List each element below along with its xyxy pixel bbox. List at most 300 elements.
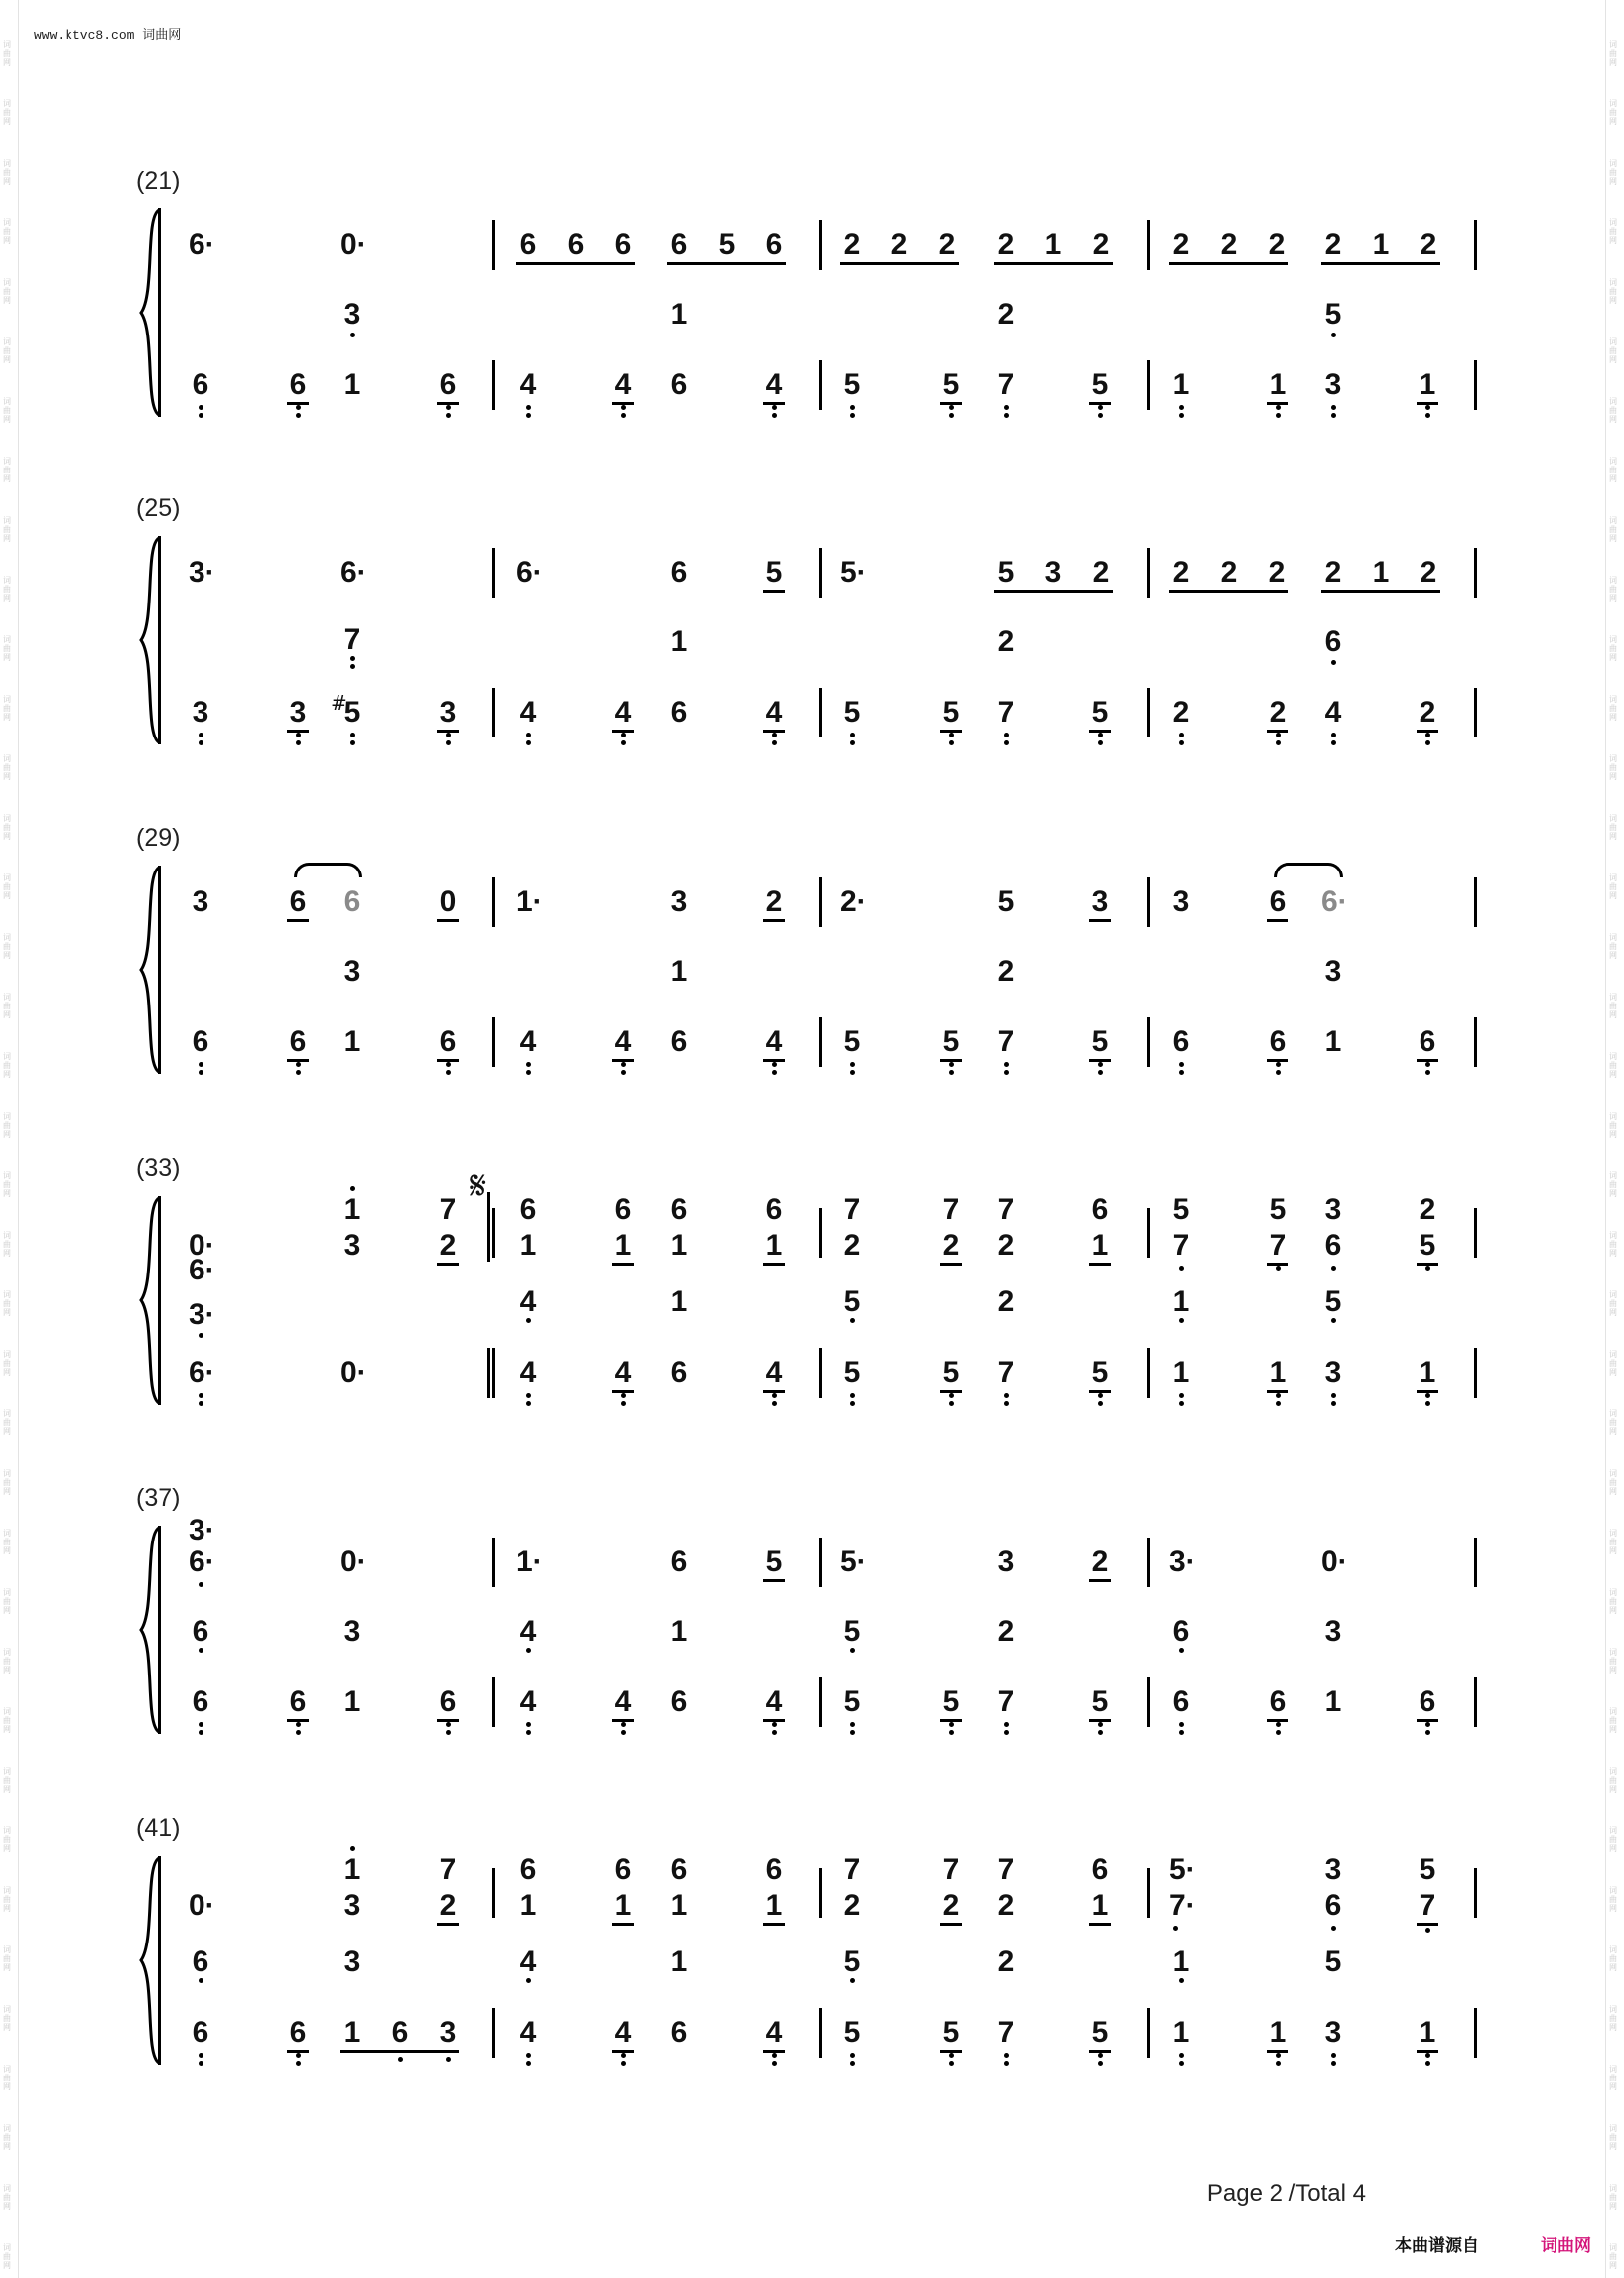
octave-dot	[1179, 1393, 1184, 1398]
page-number: Page 2 /Total 4	[1206, 2180, 1366, 2207]
octave-dot	[850, 1070, 855, 1075]
watermark-text: 词曲网	[3, 576, 11, 603]
beam-underline	[1267, 2050, 1288, 2053]
note: 5	[1091, 2016, 1109, 2049]
barline	[492, 1017, 495, 1067]
octave-dot	[1004, 405, 1009, 410]
note: 2	[1268, 556, 1286, 589]
octave-dot	[621, 1393, 626, 1398]
watermark-text: 词曲网	[1609, 1052, 1617, 1079]
octave-dot	[446, 405, 451, 410]
octave-dot	[1179, 1318, 1184, 1323]
beam-underline	[1417, 1390, 1438, 1393]
note: 4	[519, 696, 537, 729]
beam-underline	[437, 1263, 459, 1266]
note: 6	[289, 885, 307, 918]
note: 4	[614, 1025, 632, 1058]
note: 1	[1419, 2016, 1436, 2049]
octave-dot	[1276, 413, 1281, 418]
octave-dot	[350, 733, 355, 737]
beam-underline	[763, 1579, 785, 1582]
octave-dot	[1276, 1266, 1281, 1271]
system-brace	[135, 1526, 165, 1734]
note: 4	[1324, 696, 1342, 729]
octave-dot	[772, 1722, 777, 1727]
note: 7	[843, 1853, 861, 1886]
note: 2	[1419, 696, 1436, 729]
note: 5	[942, 1356, 960, 1389]
beam-underline	[763, 730, 785, 733]
watermark-text: 词曲网	[1609, 1350, 1617, 1377]
watermark-text: 词曲网	[3, 1469, 11, 1496]
note: 6	[670, 228, 688, 261]
barline	[1474, 220, 1477, 270]
note: 2	[1324, 228, 1342, 261]
note: 1	[1324, 1685, 1342, 1718]
beam-underline	[437, 730, 459, 733]
note: 6	[614, 228, 632, 261]
note: 6	[439, 1685, 457, 1718]
beam-underline	[612, 402, 634, 405]
octave-dot	[1098, 405, 1103, 410]
octave-dot	[446, 2057, 451, 2062]
watermark-text: 词曲网	[1609, 278, 1617, 305]
octave-dot	[398, 2057, 403, 2062]
note: 5	[843, 1285, 861, 1318]
octave-dot	[1425, 733, 1430, 737]
note: 6	[519, 228, 537, 261]
octave-dot	[1179, 1266, 1184, 1271]
beam-underline	[287, 730, 309, 733]
octave-dot	[199, 413, 203, 418]
note: 6	[765, 228, 783, 261]
note: 2	[439, 1889, 457, 1922]
note: 6	[1172, 1615, 1190, 1648]
tied-note: 6·	[1321, 885, 1348, 918]
note: 6·	[189, 1545, 215, 1578]
note: 7	[439, 1853, 457, 1886]
note: 1	[519, 1229, 537, 1262]
barline	[1147, 1868, 1150, 1918]
beam-underline	[1089, 730, 1111, 733]
note: 6	[670, 1545, 688, 1578]
note: 5	[843, 1025, 861, 1058]
barline	[1147, 2008, 1150, 2058]
beam-underline	[1089, 1390, 1111, 1393]
octave-dot	[1179, 2053, 1184, 2058]
octave-dot	[350, 333, 355, 337]
note: 6	[765, 1853, 783, 1886]
note: 6	[670, 1685, 688, 1718]
barline	[819, 1868, 822, 1918]
note: 6	[391, 2016, 409, 2049]
octave-dot	[199, 733, 203, 737]
octave-dot	[850, 1393, 855, 1398]
note: 1	[670, 955, 688, 988]
note: 7	[997, 1853, 1015, 1886]
note: 3	[289, 696, 307, 729]
note: 1	[1419, 1356, 1436, 1389]
note: 2	[890, 228, 908, 261]
octave-dot	[621, 2061, 626, 2066]
barline	[158, 208, 161, 417]
note: 4	[765, 696, 783, 729]
double-barline	[487, 1192, 490, 1262]
beam-underline	[1417, 1059, 1438, 1062]
octave-dot	[1179, 413, 1184, 418]
note: 1	[1172, 1945, 1190, 1978]
note: 4	[765, 1025, 783, 1058]
note: 5	[997, 885, 1015, 918]
octave-dot	[850, 1401, 855, 1406]
octave-dot	[1004, 1393, 1009, 1398]
watermark-text: 词曲网	[1609, 218, 1617, 245]
beam-underline	[1169, 590, 1288, 593]
octave-dot	[1276, 1062, 1281, 1067]
note: 6	[192, 1685, 209, 1718]
note: 0·	[340, 1356, 367, 1389]
barline	[158, 1856, 161, 2065]
octave-dot	[296, 413, 301, 418]
octave-dot	[850, 1318, 855, 1323]
octave-dot	[850, 405, 855, 410]
note: 3·	[189, 1514, 215, 1546]
octave-dot	[1425, 2061, 1430, 2066]
octave-dot	[949, 2061, 954, 2066]
barline	[1147, 1538, 1150, 1587]
barline	[158, 536, 161, 744]
octave-dot	[199, 1401, 203, 1406]
system-brace	[135, 536, 165, 744]
watermark-text: 词曲网	[1609, 933, 1617, 960]
note: 2	[1269, 696, 1286, 729]
octave-dot	[621, 1722, 626, 1727]
beam-underline	[612, 1059, 634, 1062]
beam-underline	[940, 730, 962, 733]
octave-dot	[1425, 1393, 1430, 1398]
octave-dot	[446, 733, 451, 737]
octave-dot	[446, 1062, 451, 1067]
octave-dot	[199, 740, 203, 745]
note: 2	[1324, 556, 1342, 589]
octave-dot	[850, 733, 855, 737]
note: 5	[765, 1545, 783, 1578]
barline	[1147, 360, 1150, 410]
barline	[1147, 1348, 1150, 1398]
octave-dot	[772, 1730, 777, 1735]
note: 2	[1420, 228, 1437, 261]
watermark-text: 词曲网	[1609, 635, 1617, 662]
octave-dot	[1331, 2053, 1336, 2058]
note: 1·	[516, 885, 543, 918]
watermark-text: 词曲网	[1609, 2184, 1617, 2211]
note: 6	[289, 1685, 307, 1718]
note: 3	[1324, 1193, 1342, 1226]
note: 2	[997, 1945, 1015, 1978]
octave-dot	[199, 405, 203, 410]
octave-dot	[446, 1730, 451, 1735]
note: 5	[942, 1685, 960, 1718]
note: 1	[343, 1685, 361, 1718]
note: 4	[614, 1685, 632, 1718]
octave-dot	[446, 1722, 451, 1727]
octave-dot	[772, 1401, 777, 1406]
octave-dot	[1331, 1393, 1336, 1398]
beam-underline	[287, 402, 309, 405]
note: 1	[670, 625, 688, 658]
octave-dot	[1004, 413, 1009, 418]
watermark-text: 词曲网	[1609, 1469, 1617, 1496]
system-brace	[135, 208, 165, 417]
octave-dot	[772, 2061, 777, 2066]
beam-underline	[287, 1719, 309, 1722]
watermark-text: 词曲网	[3, 516, 11, 543]
note: 2	[997, 1229, 1015, 1262]
watermark-text: 词曲网	[1609, 337, 1617, 364]
beam-underline	[763, 1719, 785, 1722]
octave-dot	[199, 1648, 203, 1653]
octave-dot	[526, 2053, 531, 2058]
note: 6	[192, 2016, 209, 2049]
octave-dot	[949, 1730, 954, 1735]
barline	[492, 1208, 495, 1258]
note: 6·	[189, 1254, 215, 1286]
octave-dot	[949, 1070, 954, 1075]
barline	[1474, 1348, 1477, 1398]
watermark-text: 词曲网	[3, 873, 11, 900]
octave-dot	[772, 1070, 777, 1075]
octave-dot	[1425, 1401, 1430, 1406]
note: 5	[942, 2016, 960, 2049]
octave-dot	[526, 405, 531, 410]
note: 2	[1420, 556, 1437, 589]
note: 1	[1324, 1025, 1342, 1058]
octave-dot	[850, 1722, 855, 1727]
octave-dot	[446, 1070, 451, 1075]
system-brace	[135, 866, 165, 1074]
note: 5	[1269, 1193, 1286, 1226]
note: 2	[1092, 228, 1110, 261]
watermark-text: 词曲网	[1609, 1886, 1617, 1913]
note: 7	[942, 1193, 960, 1226]
watermark-text: 词曲网	[1609, 2005, 1617, 2032]
note: 3	[439, 2016, 457, 2049]
octave-dot	[621, 1401, 626, 1406]
note: 3·	[189, 1298, 215, 1331]
note: 5	[1091, 1685, 1109, 1718]
note: 6	[289, 2016, 307, 2049]
beam-underline	[1267, 919, 1288, 922]
watermark-text: 词曲网	[3, 993, 11, 1019]
octave-dot	[949, 740, 954, 745]
note: 2	[938, 228, 956, 261]
note: 4	[519, 1285, 537, 1318]
barline	[819, 688, 822, 737]
octave-dot	[1098, 1401, 1103, 1406]
note: 2	[1172, 696, 1190, 729]
octave-dot	[1098, 740, 1103, 745]
note: 6·	[189, 228, 215, 261]
watermark-text: 词曲网	[3, 457, 11, 483]
octave-dot	[949, 1393, 954, 1398]
beam-underline	[1417, 1719, 1438, 1722]
watermark-text: 词曲网	[3, 1231, 11, 1258]
octave-dot	[1179, 1070, 1184, 1075]
watermark-text: 词曲网	[1609, 40, 1617, 67]
octave-dot	[350, 740, 355, 745]
note: 4	[614, 2016, 632, 2049]
note: 1	[1172, 1356, 1190, 1389]
octave-dot	[526, 1978, 531, 1983]
note: 4	[519, 1685, 537, 1718]
barline	[158, 1526, 161, 1734]
watermark-text: 词曲网	[1609, 457, 1617, 483]
note: 5	[997, 556, 1015, 589]
octave-dot	[199, 1730, 203, 1735]
octave-dot	[350, 664, 355, 669]
note: 0·	[340, 228, 367, 261]
beam-underline	[437, 1719, 459, 1722]
watermark-text: 词曲网	[1609, 2065, 1617, 2091]
tie-arc	[294, 863, 362, 877]
note: 1	[670, 1229, 688, 1262]
note: 3	[1091, 885, 1109, 918]
watermark-text: 词曲网	[1609, 1231, 1617, 1258]
beam-underline	[1267, 1390, 1288, 1393]
note: 7	[997, 368, 1015, 401]
beam-underline	[1089, 1579, 1111, 1582]
note: 2	[997, 1615, 1015, 1648]
watermark-text: 词曲网	[1609, 814, 1617, 841]
beam-underline	[1417, 1923, 1438, 1926]
octave-dot	[1098, 2053, 1103, 2058]
measure-number: (29)	[136, 824, 181, 852]
octave-dot	[526, 1070, 531, 1075]
beam-underline	[1267, 1059, 1288, 1062]
note: 6	[439, 368, 457, 401]
octave-dot	[1425, 413, 1430, 418]
note: 4	[614, 368, 632, 401]
octave-dot	[296, 1062, 301, 1067]
octave-dot	[621, 1070, 626, 1075]
octave-dot	[1004, 2053, 1009, 2058]
watermark-text: 词曲网	[1609, 754, 1617, 781]
barline	[819, 1677, 822, 1727]
octave-dot	[1331, 333, 1336, 337]
octave-dot	[1004, 2061, 1009, 2066]
octave-dot	[949, 2053, 954, 2058]
note: 7	[997, 1025, 1015, 1058]
octave-dot	[1276, 1722, 1281, 1727]
octave-dot	[1098, 1062, 1103, 1067]
note: 1	[1372, 556, 1390, 589]
beam-underline	[763, 1923, 785, 1926]
note: 3	[1044, 556, 1062, 589]
note: 5	[1324, 1285, 1342, 1318]
right-watermark-strip	[1605, 0, 1624, 2278]
watermark-text: 词曲网	[3, 1648, 11, 1675]
watermark-text: 词曲网	[3, 40, 11, 67]
barline	[1147, 1677, 1150, 1727]
source-label: 本曲谱源自	[1395, 2236, 1479, 2255]
note: 2	[1220, 228, 1238, 261]
site-header: www.ktvc8.com 词曲网	[34, 28, 182, 43]
beam-underline	[1321, 590, 1440, 593]
octave-dot	[199, 1978, 203, 1983]
beam-underline	[940, 1719, 962, 1722]
note: 5	[1091, 1356, 1109, 1389]
watermark-text: 词曲网	[3, 2184, 11, 2211]
note: 6	[670, 2016, 688, 2049]
site-logo: 词曲网	[1541, 2236, 1591, 2255]
octave-dot	[772, 413, 777, 418]
octave-dot	[1331, 660, 1336, 665]
octave-dot	[526, 1062, 531, 1067]
note: 6·	[516, 556, 543, 589]
watermark-text: 词曲网	[3, 814, 11, 841]
note: 1	[1269, 1356, 1286, 1389]
octave-dot	[526, 1318, 531, 1323]
left-watermark-strip	[0, 0, 19, 2278]
note: 3	[670, 885, 688, 918]
note: 7	[343, 623, 361, 656]
octave-dot	[526, 2061, 531, 2066]
note: 6	[670, 1193, 688, 1226]
watermark-text: 词曲网	[1609, 1826, 1617, 1853]
beam-underline	[287, 919, 309, 922]
note: 5	[765, 556, 783, 589]
octave-dot	[772, 1062, 777, 1067]
note: 6·	[340, 556, 367, 589]
beam-underline	[940, 1923, 962, 1926]
octave-dot	[1098, 413, 1103, 418]
watermark-text: 词曲网	[3, 1290, 11, 1317]
octave-dot	[1331, 733, 1336, 737]
note: 6	[1091, 1853, 1109, 1886]
measure-number: (41)	[136, 1814, 181, 1842]
note: 5	[843, 696, 861, 729]
watermark-text: 词曲网	[1609, 1112, 1617, 1139]
octave-dot	[772, 733, 777, 737]
note: 6	[1324, 1229, 1342, 1262]
watermark-text: 词曲网	[1609, 1767, 1617, 1794]
octave-dot	[296, 1070, 301, 1075]
note: 3	[343, 1615, 361, 1648]
octave-dot	[949, 405, 954, 410]
note: 6	[1269, 1685, 1286, 1718]
watermark-text: 词曲网	[1609, 159, 1617, 186]
note: 7	[843, 1193, 861, 1226]
note: 5·	[1169, 1853, 1196, 1886]
barline	[492, 548, 495, 598]
watermark-text: 词曲网	[1609, 1171, 1617, 1198]
octave-dot	[526, 733, 531, 737]
note: 2	[765, 885, 783, 918]
watermark-text: 词曲网	[1609, 99, 1617, 126]
watermark-text: 词曲网	[1609, 1707, 1617, 1734]
octave-dot	[1179, 2061, 1184, 2066]
watermark-text: 词曲网	[1609, 576, 1617, 603]
note: 7	[997, 1356, 1015, 1389]
octave-dot	[1004, 1401, 1009, 1406]
note: 3	[439, 696, 457, 729]
beam-underline	[437, 402, 459, 405]
note: 0·	[1321, 1545, 1348, 1578]
watermark-text: 词曲网	[3, 695, 11, 722]
note: 6	[670, 1853, 688, 1886]
watermark-text: 词曲网	[3, 1945, 11, 1972]
octave-dot	[1276, 1393, 1281, 1398]
